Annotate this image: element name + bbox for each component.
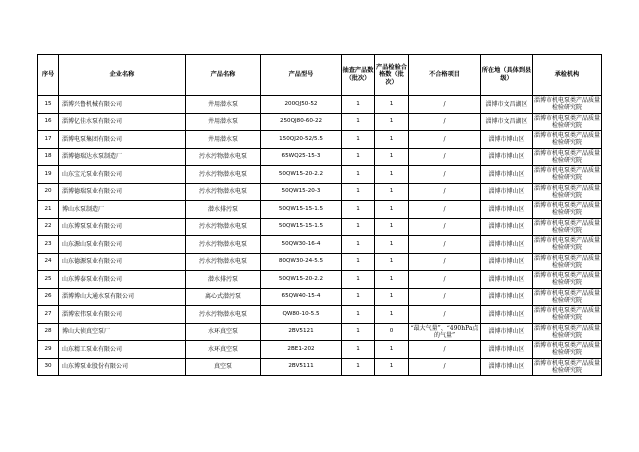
cell-agency: 淄博市机电泵类产品质量检验研究院 [533,254,600,269]
cell-model: 2BV5111 [261,358,342,376]
cell-seq: 15 [38,96,59,114]
cell-failed-items: / [409,236,481,254]
cell-location: 淄博市博山区 [481,201,533,219]
cell-sampled: 1 [342,253,375,271]
cell-failed-items: / [409,148,481,166]
cell-model: 50QW15-20-3 [261,183,342,201]
cell-passed: 1 [375,113,409,131]
cell-agency: 淄博市机电泵类产品质量检验研究院 [533,184,600,199]
cell-model: 80QW30-24-5.5 [261,253,342,271]
cell-agency: 淄博市机电泵类产品质量检验研究院 [533,132,600,147]
cell-sampled: 1 [342,148,375,166]
cell-product: 井用潜水泵 [186,96,261,114]
cell-model: 50QW30-16-4 [261,236,342,254]
table-row [38,271,602,289]
cell-seq: 18 [38,148,59,166]
cell-agency: 淄博市机电泵类产品质量检验研究院 [533,114,600,129]
cell-passed: 1 [375,96,409,114]
cell-location: 淄博市博山区 [481,131,533,149]
cell-company: 山东精工泵业有限公司 [59,341,186,359]
cell-company: 山东博泰泵业有限公司 [59,271,186,289]
cell-company: 淄博德瑞达水泵制造厂 [59,148,186,166]
cell-passed: 1 [375,166,409,184]
cell-company: 淄博电泵集团有限公司 [59,131,186,149]
header-company: 企业名称 [59,55,186,96]
cell-location: 淄博市博山区 [481,236,533,254]
cell-passed: 1 [375,201,409,219]
cell-sampled: 1 [342,113,375,131]
cell-failed-items: / [409,253,481,271]
header-location: 所在地（具体到县级） [481,55,533,96]
cell-location: 淄博市博山区 [481,166,533,184]
cell-company: 博山大侦真空泵厂 [59,323,186,341]
cell-passed: 1 [375,218,409,236]
cell-agency: 淄博市机电泵类产品质量检验研究院 [533,237,600,252]
cell-company: 淄博德瑞泵业有限公司 [59,183,186,201]
inspection-results-table [37,54,601,376]
cell-agency: 淄博市机电泵类产品质量检验研究院 [533,272,600,287]
table-row [38,201,602,219]
cell-company: 山东德源泵业有限公司 [59,253,186,271]
cell-company: 淄博亿佳水泵有限公司 [59,113,186,131]
cell-company: 山东博泵泵业有限公司 [59,218,186,236]
table-row [38,218,602,236]
cell-product: 潜水排污泵 [186,271,261,289]
cell-passed: 0 [375,323,409,341]
table-row [38,148,602,166]
cell-seq: 29 [38,341,59,359]
cell-product: 井用潜水泵 [186,131,261,149]
cell-passed: 1 [375,341,409,359]
cell-location: 淄博市博山区 [481,323,533,341]
cell-passed: 1 [375,183,409,201]
cell-failed-items: / [409,271,481,289]
cell-model: 65QW40-15-4 [261,288,342,306]
header-sampled: 抽查产品数（批次） [342,55,375,96]
cell-failed-items: / [409,358,481,376]
header-agency: 承检机构 [533,55,602,96]
cell-location: 淄博市博山区 [481,148,533,166]
cell-sampled: 1 [342,271,375,289]
cell-sampled: 1 [342,306,375,324]
cell-agency: 淄博市机电泵类产品质量检验研究院 [533,202,600,217]
cell-model: 2BE1-202 [261,341,342,359]
cell-product: 潜水排污泵 [186,201,261,219]
cell-agency: 淄博市机电泵类产品质量检验研究院 [533,97,600,112]
table-row [38,131,602,149]
cell-sampled: 1 [342,183,375,201]
cell-passed: 1 [375,271,409,289]
cell-failed-items: / [409,341,481,359]
cell-model: 50QW15-20-2.2 [261,166,342,184]
cell-product: 污水污物潜水电泵 [186,166,261,184]
cell-model: 200QJ50-52 [261,96,342,114]
cell-product: 污水污物潜水电泵 [186,183,261,201]
cell-location: 淄博市文昌湖区 [481,113,533,131]
header-seq: 序号 [38,55,59,96]
table-row [38,358,602,376]
cell-seq: 17 [38,131,59,149]
cell-company: 博山水泵制造厂 [59,201,186,219]
cell-agency: 淄博市机电泵类产品质量检验研究院 [533,342,600,357]
cell-location: 淄博市博山区 [481,288,533,306]
cell-sampled: 1 [342,341,375,359]
cell-sampled: 1 [342,201,375,219]
cell-passed: 1 [375,288,409,306]
header-failed-items: 不合格项目 [409,55,481,96]
cell-location: 淄博市博山区 [481,341,533,359]
cell-failed-items: / [409,96,481,114]
header-product: 产品名称 [186,55,261,96]
table-row [38,183,602,201]
cell-failed-items: / [409,131,481,149]
cell-passed: 1 [375,236,409,254]
cell-model: 50QW15-15-1.5 [261,201,342,219]
cell-failed-items: / [409,183,481,201]
cell-location: 淄博市博山区 [481,253,533,271]
cell-location: 淄博市博山区 [481,271,533,289]
cell-seq: 30 [38,358,59,376]
cell-seq: 24 [38,253,59,271]
cell-seq: 21 [38,201,59,219]
cell-sampled: 1 [342,236,375,254]
cell-failed-items: / [409,218,481,236]
cell-product: 水环真空泵 [186,323,261,341]
table-row [38,341,602,359]
table-header-row [38,55,602,96]
cell-agency: 淄博市机电泵类产品质量检验研究院 [533,359,600,374]
cell-sampled: 1 [342,166,375,184]
cell-company: 淄博博山大通水泵有限公司 [59,288,186,306]
table-row [38,288,602,306]
table-row [38,306,602,324]
table-row [38,166,602,184]
table-row [38,253,602,271]
cell-model: 50QW15-15-1.5 [261,218,342,236]
cell-company: 山东源山泵业有限公司 [59,236,186,254]
cell-sampled: 1 [342,323,375,341]
cell-company: 淄博兴鲁机械有限公司 [59,96,186,114]
cell-sampled: 1 [342,131,375,149]
cell-model: 250QJ80-60-22 [261,113,342,131]
cell-seq: 16 [38,113,59,131]
cell-seq: 23 [38,236,59,254]
cell-product: 污水污物潜水电泵 [186,148,261,166]
cell-seq: 19 [38,166,59,184]
cell-location: 淄博市博山区 [481,358,533,376]
cell-seq: 28 [38,323,59,341]
cell-sampled: 1 [342,218,375,236]
cell-model: 65WQ25-15-3 [261,148,342,166]
cell-product: 污水污物潜水电泵 [186,306,261,324]
cell-location: 淄博市博山区 [481,183,533,201]
cell-model: 150QJ20-52/5.5 [261,131,342,149]
cell-location: 淄博市博山区 [481,306,533,324]
cell-failed-items: / [409,201,481,219]
cell-seq: 27 [38,306,59,324]
cell-product: 污水污物潜水电泵 [186,218,261,236]
cell-seq: 25 [38,271,59,289]
cell-agency: 淄博市机电泵类产品质量检验研究院 [533,289,600,304]
cell-model: 50QW15-20-2.2 [261,271,342,289]
header-passed: 产品检验合格数（批次） [375,55,409,96]
cell-sampled: 1 [342,358,375,376]
cell-model: 2BV5121 [261,323,342,341]
table-row [38,96,602,114]
header-model: 产品型号 [261,55,342,96]
cell-location: 淄博市博山区 [481,218,533,236]
table-row [38,323,602,341]
cell-location: 淄博市文昌湖区 [481,96,533,114]
cell-agency: 淄博市机电泵类产品质量检验研究院 [533,167,600,182]
cell-seq: 20 [38,183,59,201]
cell-seq: 22 [38,218,59,236]
cell-model: QW80-10-5.5 [261,306,342,324]
cell-product: 污水污物潜水电泵 [186,253,261,271]
cell-passed: 1 [375,148,409,166]
cell-passed: 1 [375,253,409,271]
cell-product: 污水污物潜水电泵 [186,236,261,254]
cell-product: 水环真空泵 [186,341,261,359]
table-row [38,113,602,131]
cell-agency: 淄博市机电泵类产品质量检验研究院 [533,219,600,234]
cell-agency: 淄博市机电泵类产品质量检验研究院 [533,307,600,322]
cell-seq: 26 [38,288,59,306]
cell-sampled: 1 [342,288,375,306]
cell-company: 淄博宏伟泵业有限公司 [59,306,186,324]
cell-passed: 1 [375,358,409,376]
cell-failed-items: / [409,113,481,131]
cell-agency: 淄博市机电泵类产品质量检验研究院 [533,149,600,164]
cell-company: 山东博泵业股份有限公司 [59,358,186,376]
cell-failed-items: “最大气量”、“490hPa点的气量” [409,323,481,341]
cell-product: 井用潜水泵 [186,113,261,131]
cell-failed-items: / [409,166,481,184]
cell-product: 真空泵 [186,358,261,376]
cell-company: 山东宝元泵业有限公司 [59,166,186,184]
cell-product: 离心式潜污泵 [186,288,261,306]
cell-failed-items: / [409,306,481,324]
cell-agency: 淄博市机电泵类产品质量检验研究院 [533,324,600,339]
cell-passed: 1 [375,131,409,149]
cell-passed: 1 [375,306,409,324]
table-row [38,236,602,254]
cell-failed-items: / [409,288,481,306]
cell-sampled: 1 [342,96,375,114]
